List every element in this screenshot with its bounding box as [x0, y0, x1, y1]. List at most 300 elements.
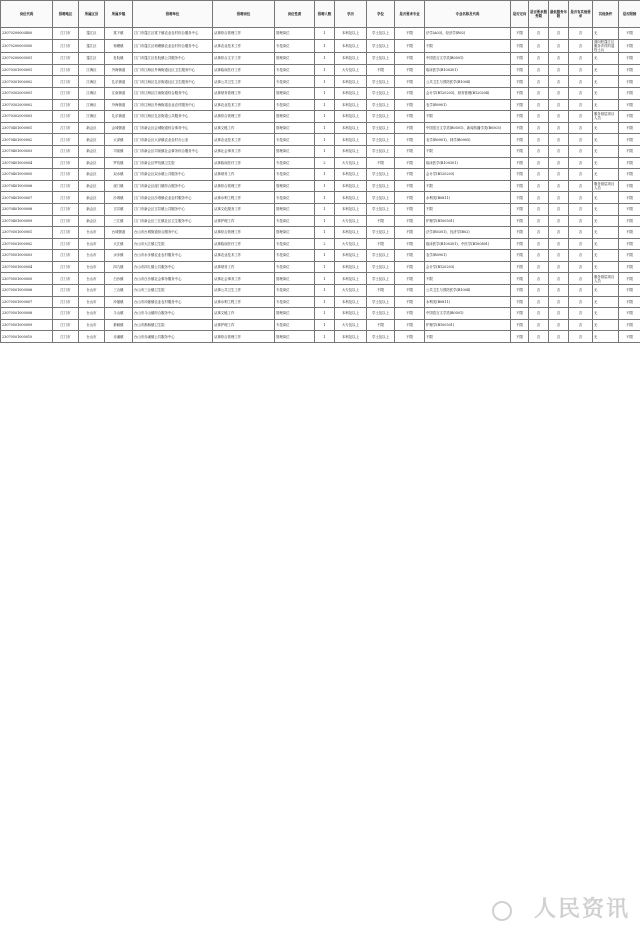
table-cell: 冲蒌镇: [105, 296, 133, 308]
table-cell: 1: [315, 134, 335, 146]
table-cell: 江门市新会区崖门镇综合服务中心: [133, 180, 213, 192]
table-cell: 否: [569, 53, 593, 65]
table-cell: 江门市: [53, 87, 79, 99]
table-cell: 1: [315, 111, 335, 123]
table-cell: 23070501000010: [1, 331, 53, 343]
table-cell: 本科及以上: [335, 122, 367, 134]
column-header: 招聘地区: [53, 1, 79, 28]
table-cell: 不限: [395, 331, 425, 343]
table-cell: 台山市都斛镇卫生院: [133, 319, 213, 331]
table-row: [1, 203, 640, 215]
table-cell: 否: [529, 319, 549, 331]
table-cell: 中国语言文学类(B0501)、新闻传播学类(B0503): [425, 122, 511, 134]
table-cell: 江门市: [53, 192, 79, 204]
table-cell: 蓬江区: [79, 28, 105, 40]
table-cell: 中国语言文学类(B0501): [425, 308, 511, 320]
table-cell: 无: [593, 227, 619, 239]
table-cell: 23070200000500: [1, 39, 53, 53]
table-cell: 管理岗位: [275, 122, 315, 134]
table-cell: 不限: [425, 331, 511, 343]
column-header: 招聘单位: [133, 1, 213, 28]
table-cell: 不限: [511, 134, 529, 146]
table-cell: 江门市: [53, 134, 79, 146]
table-cell: 不限: [395, 76, 425, 88]
table-cell: 从事农业技术工作: [213, 250, 275, 262]
table-cell: 无: [593, 145, 619, 157]
table-cell: 护理学(B100501): [425, 319, 511, 331]
table-cell: 从事临床医疗工作: [213, 157, 275, 169]
table-cell: 学士及以上: [367, 273, 395, 285]
table-cell: 棠下镇: [105, 28, 133, 40]
table-cell: 专技岗位: [275, 285, 315, 297]
table-cell: 否: [569, 64, 593, 76]
table-cell: 否: [549, 28, 569, 40]
table-cell: 专技岗位: [275, 134, 315, 146]
table-cell: 农学(B0901)、林学(B0905): [425, 134, 511, 146]
table-cell: 大专及以上: [335, 319, 367, 331]
table-cell: 不限: [619, 111, 640, 123]
table-cell: 1: [315, 169, 335, 181]
table-cell: 台山市白沙镇社会事务服务中心: [133, 273, 213, 285]
table-cell: 不限: [511, 285, 529, 297]
table-cell: 学士及以上: [367, 39, 395, 53]
table-cell: 管理岗位: [275, 28, 315, 40]
table-cell: 本科及以上: [335, 261, 367, 273]
table-cell: 否: [549, 134, 569, 146]
table-cell: 不限: [395, 238, 425, 250]
table-cell: 新会区: [79, 145, 105, 157]
table-cell: 学士及以上: [367, 261, 395, 273]
table-cell: 会计学(B120203): [425, 169, 511, 181]
table-cell: 否: [529, 145, 549, 157]
table-cell: 管理岗位: [275, 145, 315, 157]
table-cell: 不限: [511, 76, 529, 88]
table-cell: 从事水利工程工作: [213, 296, 275, 308]
table-cell: 1: [315, 250, 335, 262]
table-cell: 不限: [395, 261, 425, 273]
table-cell: 台山市冲蒌镇农业农村服务中心: [133, 296, 213, 308]
table-cell: 服务基层项目人员: [593, 111, 619, 123]
table-cell: 23070200000501: [1, 53, 53, 65]
table-cell: 专技岗位: [275, 192, 315, 204]
table-cell: 否: [529, 87, 549, 99]
table-cell: 从事公共卫生工作: [213, 76, 275, 88]
table-cell: 从事财务工作: [213, 261, 275, 273]
table-cell: 不限: [511, 192, 529, 204]
table-cell: 本科及以上: [335, 99, 367, 111]
table-cell: 江门市蓬江区荷塘镇农业农村综合服务中心: [133, 39, 213, 53]
table-cell: 否: [549, 273, 569, 285]
table-cell: 否: [529, 296, 549, 308]
column-header: 所属区县: [79, 1, 105, 28]
table-row: [1, 53, 640, 65]
table-cell: 水利类(B0811): [425, 192, 511, 204]
table-cell: 大专及以上: [335, 285, 367, 297]
table-cell: 江门市: [53, 203, 79, 215]
table-cell: 否: [569, 157, 593, 169]
table-cell: 1: [315, 319, 335, 331]
table-cell: 否: [549, 99, 569, 111]
table-cell: 无: [593, 308, 619, 320]
table-cell: 不限: [367, 285, 395, 297]
table-cell: 不限: [619, 296, 640, 308]
table-cell: 否: [569, 319, 593, 331]
table-cell: 学士及以上: [367, 331, 395, 343]
table-cell: 否: [569, 76, 593, 88]
table-row: [1, 28, 640, 40]
table-cell: 1: [315, 273, 335, 285]
table-cell: 1: [315, 28, 335, 40]
table-cell: 不限: [619, 331, 640, 343]
table-cell: 无: [593, 331, 619, 343]
table-cell: 江门市江海区礼乐街道社区卫生服务中心: [133, 76, 213, 88]
table-cell: 1: [315, 180, 335, 192]
table-cell: 学士及以上: [367, 169, 395, 181]
table-cell: 否: [569, 145, 593, 157]
table-cell: 不限: [395, 111, 425, 123]
table-cell: 江门市: [53, 273, 79, 285]
table-cell: 水利类(B0811): [425, 296, 511, 308]
table-cell: 否: [529, 285, 549, 297]
table-row: [1, 273, 640, 285]
table-cell: 否: [529, 76, 549, 88]
table-cell: 江门市: [53, 296, 79, 308]
table-cell: 23070501000008: [1, 308, 53, 320]
table-cell: 本科及以上: [335, 145, 367, 157]
table-cell: 江海区: [79, 87, 105, 99]
table-cell: 江门市: [53, 227, 79, 239]
table-cell: 无: [593, 53, 619, 65]
table-cell: 不限: [511, 261, 529, 273]
table-cell: 本科及以上: [335, 39, 367, 53]
table-cell: 三江镇: [105, 215, 133, 227]
table-row: [1, 145, 640, 157]
table-cell: 否: [529, 308, 549, 320]
table-cell: 学士及以上: [367, 134, 395, 146]
table-cell: 23070401000001: [1, 122, 53, 134]
table-cell: 否: [549, 296, 569, 308]
table-cell: 否: [569, 308, 593, 320]
table-cell: 专技岗位: [275, 296, 315, 308]
table-cell: 不限: [395, 99, 425, 111]
table-cell: 1: [315, 122, 335, 134]
table-cell: 新会区: [79, 180, 105, 192]
table-cell: 江门市蓬江区杜阮镇公共服务中心: [133, 53, 213, 65]
table-row: [1, 169, 640, 181]
table-cell: 从事财务管理工作: [213, 87, 275, 99]
table-cell: 会计学(B120203)、财务管理(B120204): [425, 87, 511, 99]
table-cell: 不限: [619, 180, 640, 192]
table-cell: 江门市: [53, 39, 79, 53]
table-cell: 否: [529, 331, 549, 343]
table-cell: 蓬江区: [79, 39, 105, 53]
table-cell: 从事综合管理工作: [213, 180, 275, 192]
table-cell: 无: [593, 285, 619, 297]
table-cell: 否: [529, 180, 549, 192]
table-cell: 不限: [395, 157, 425, 169]
table-cell: 江门市: [53, 76, 79, 88]
column-header: 学位: [367, 1, 395, 28]
table-cell: 23070501000006: [1, 285, 53, 297]
table-row: [1, 331, 640, 343]
table-cell: 都斛镇: [105, 319, 133, 331]
table-cell: 不限: [619, 250, 640, 262]
table-cell: 新会区: [79, 134, 105, 146]
table-cell: 新会区: [79, 215, 105, 227]
table-cell: 台山市: [79, 296, 105, 308]
table-cell: 管理岗位: [275, 227, 315, 239]
table-cell: 江门市新会区三江镇社区卫生服务中心: [133, 215, 213, 227]
table-cell: 23070401000009: [1, 215, 53, 227]
table-row: [1, 227, 640, 239]
table-cell: 公共卫生与预防医学(B1004): [425, 285, 511, 297]
table-row: [1, 215, 640, 227]
table-cell: 无: [593, 122, 619, 134]
table-cell: 否: [529, 238, 549, 250]
table-cell: 从事社会事务工作: [213, 145, 275, 157]
table-cell: 否: [549, 53, 569, 65]
table-cell: 学士及以上: [367, 76, 395, 88]
table-cell: 2: [315, 238, 335, 250]
table-cell: 江门市: [53, 238, 79, 250]
table-cell: 否: [529, 99, 549, 111]
table-cell: 从事文秘工作: [213, 122, 275, 134]
table-cell: 23070200000400: [1, 28, 53, 40]
table-cell: 专技岗位: [275, 250, 315, 262]
table-cell: 无: [593, 134, 619, 146]
table-cell: 从事公共卫生工作: [213, 285, 275, 297]
table-cell: 不限: [395, 203, 425, 215]
table-cell: 学士及以上: [367, 99, 395, 111]
table-cell: 蓬江区: [79, 53, 105, 65]
table-cell: 管理岗位: [275, 331, 315, 343]
table-cell: 不限: [511, 238, 529, 250]
table-cell: 台山市: [79, 238, 105, 250]
table-cell: 本科及以上: [335, 111, 367, 123]
table-cell: 无: [593, 250, 619, 262]
table-cell: 江门市: [53, 53, 79, 65]
table-cell: 不限: [511, 203, 529, 215]
column-header: 其他条件: [593, 1, 619, 28]
table-cell: 否: [569, 28, 593, 40]
table-cell: 23070401000005: [1, 169, 53, 181]
table-cell: 否: [549, 64, 569, 76]
table-cell: 不限: [395, 285, 425, 297]
table-cell: 不限: [511, 157, 529, 169]
table-cell: 大专及以上: [335, 238, 367, 250]
table-cell: 否: [569, 261, 593, 273]
table-cell: 否: [569, 111, 593, 123]
table-cell: 新会区: [79, 122, 105, 134]
table-row: [1, 111, 640, 123]
table-row: [1, 261, 640, 273]
column-header: 专业名称及代码: [425, 1, 511, 28]
table-cell: 不限: [395, 227, 425, 239]
table-cell: 23070401000002: [1, 134, 53, 146]
table-cell: 无: [593, 238, 619, 250]
table-cell: 23070401000004: [1, 157, 53, 169]
table-cell: 1: [315, 227, 335, 239]
table-cell: 23070501000001: [1, 227, 53, 239]
table-cell: 不限: [511, 331, 529, 343]
table-cell: 1: [315, 145, 335, 157]
table-cell: 从事农业技术工作: [213, 39, 275, 53]
table-cell: 不限: [395, 122, 425, 134]
table-cell: 江海区: [79, 76, 105, 88]
table-cell: 台山市: [79, 250, 105, 262]
table-cell: 管理岗位: [275, 87, 315, 99]
table-cell: 新会区: [79, 203, 105, 215]
table-cell: 不限: [619, 87, 640, 99]
table-cell: 不限: [395, 28, 425, 40]
table-cell: 管理岗位: [275, 53, 315, 65]
table-cell: 1: [315, 261, 335, 273]
table-cell: 否: [569, 273, 593, 285]
watermark-text: 人民资讯: [533, 897, 630, 922]
table-cell: 不限: [367, 238, 395, 250]
table-cell: 江门市江海区外海街道农业农村服务中心: [133, 99, 213, 111]
table-cell: 面向驻蓬江区服务乡村的退役士兵: [593, 39, 619, 53]
table-cell: 江南街道: [105, 87, 133, 99]
table-cell: 斗山镇: [105, 308, 133, 320]
table-cell: 礼乐街道: [105, 111, 133, 123]
table-cell: 不限: [619, 215, 640, 227]
table-cell: 学士及以上: [367, 180, 395, 192]
table-cell: 不限: [395, 250, 425, 262]
table-cell: 荷塘镇: [105, 39, 133, 53]
table-cell: 管理岗位: [275, 273, 315, 285]
table-cell: 不限: [619, 157, 640, 169]
table-cell: 罗坑镇: [105, 157, 133, 169]
table-cell: 否: [549, 238, 569, 250]
table-cell: 不限: [367, 215, 395, 227]
table-cell: 台山市: [79, 308, 105, 320]
table-cell: 1: [315, 99, 335, 111]
table-cell: 法学(B0301)、经济学(B02): [425, 227, 511, 239]
table-cell: 从事文秘工作: [213, 308, 275, 320]
table-cell: 不限: [511, 39, 529, 53]
table-cell: 不限: [619, 319, 640, 331]
table-cell: 不限: [619, 28, 640, 40]
table-cell: 外海街道: [105, 64, 133, 76]
table-cell: 学士及以上: [367, 111, 395, 123]
table-cell: 23070501000004: [1, 261, 53, 273]
table-cell: 会城街道: [105, 122, 133, 134]
table-cell: 不限: [395, 308, 425, 320]
table-cell: 赤溪镇: [105, 331, 133, 343]
table-cell: 从事社会事务工作: [213, 273, 275, 285]
table-cell: 不限: [511, 99, 529, 111]
table-cell: 本科及以上: [335, 227, 367, 239]
table-cell: 大泽镇: [105, 134, 133, 146]
table-cell: 古井镇: [105, 203, 133, 215]
table-cell: 否: [529, 39, 549, 53]
table-cell: 否: [569, 203, 593, 215]
table-cell: 江门市: [53, 261, 79, 273]
table-cell: 1: [315, 215, 335, 227]
table-cell: 1: [315, 76, 335, 88]
table-cell: 否: [549, 169, 569, 181]
table-cell: 否: [569, 169, 593, 181]
table-cell: 大专及以上: [335, 157, 367, 169]
table-cell: 学士及以上: [367, 53, 395, 65]
table-cell: 专技岗位: [275, 261, 315, 273]
table-cell: 农学(B0901): [425, 250, 511, 262]
table-cell: 不限: [511, 227, 529, 239]
table-cell: 新会区: [79, 157, 105, 169]
table-cell: 无: [593, 64, 619, 76]
table-cell: 从事护理工作: [213, 215, 275, 227]
table-cell: 学士及以上: [367, 192, 395, 204]
table-cell: 23070401000006: [1, 180, 53, 192]
table-cell: 从事文化服务工作: [213, 203, 275, 215]
table-cell: 否: [529, 203, 549, 215]
table-cell: 学士及以上: [367, 28, 395, 40]
table-cell: 江门市新会区罗坑镇卫生院: [133, 157, 213, 169]
table-cell: 台山市水步镇农业农村服务中心: [133, 250, 213, 262]
column-header: 是否限制: [619, 1, 640, 28]
table-cell: 江海区: [79, 99, 105, 111]
table-cell: 本科及以上: [335, 308, 367, 320]
table-cell: 否: [569, 215, 593, 227]
table-cell: 学士及以上: [367, 145, 395, 157]
table-cell: 不限: [511, 122, 529, 134]
table-cell: 临床医学(B100301): [425, 157, 511, 169]
table-cell: 农学(B0901): [425, 99, 511, 111]
table-cell: 沙堆镇: [105, 192, 133, 204]
table-cell: 不限: [395, 145, 425, 157]
table-cell: 礼乐街道: [105, 76, 133, 88]
table-cell: 江门市: [53, 122, 79, 134]
table-cell: 否: [529, 157, 549, 169]
table-cell: 不限: [511, 273, 529, 285]
table-cell: 从事临床医疗工作: [213, 64, 275, 76]
table-cell: 江门市: [53, 215, 79, 227]
table-cell: 台山市: [79, 331, 105, 343]
table-cell: 不限: [511, 319, 529, 331]
table-cell: 江门市新会区沙堆镇农业农村服务中心: [133, 192, 213, 204]
table-cell: 23070301000002: [1, 76, 53, 88]
table-cell: 23070302000002: [1, 99, 53, 111]
table-cell: 司前镇: [105, 145, 133, 157]
table-cell: 不限: [619, 273, 640, 285]
table-cell: 否: [569, 250, 593, 262]
table-cell: 2: [315, 157, 335, 169]
table-cell: 江门市: [53, 145, 79, 157]
table-cell: 管理岗位: [275, 203, 315, 215]
table-cell: 不限: [425, 273, 511, 285]
table-cell: 台山市三合镇卫生院: [133, 285, 213, 297]
table-cell: 杜阮镇: [105, 53, 133, 65]
table-cell: 中国语言文学类(B0501): [425, 53, 511, 65]
table-cell: 江门市蓬江区棠下镇农业农村综合服务中心: [133, 28, 213, 40]
table-cell: 江门市: [53, 157, 79, 169]
table-cell: 临床医学(B100301): [425, 64, 511, 76]
table-cell: 否: [549, 261, 569, 273]
table-cell: 台山市: [79, 227, 105, 239]
table-row: [1, 39, 640, 53]
table-cell: 23070501000005: [1, 273, 53, 285]
table-cell: 台山市斗山镇综合服务中心: [133, 308, 213, 320]
table-cell: 否: [529, 53, 549, 65]
table-cell: 无: [593, 99, 619, 111]
table-cell: 从事综合管理工作: [213, 28, 275, 40]
table-cell: 大专及以上: [335, 215, 367, 227]
table-cell: 否: [549, 308, 569, 320]
table-cell: 不限: [395, 87, 425, 99]
table-cell: 否: [549, 180, 569, 192]
table-row: [1, 122, 640, 134]
